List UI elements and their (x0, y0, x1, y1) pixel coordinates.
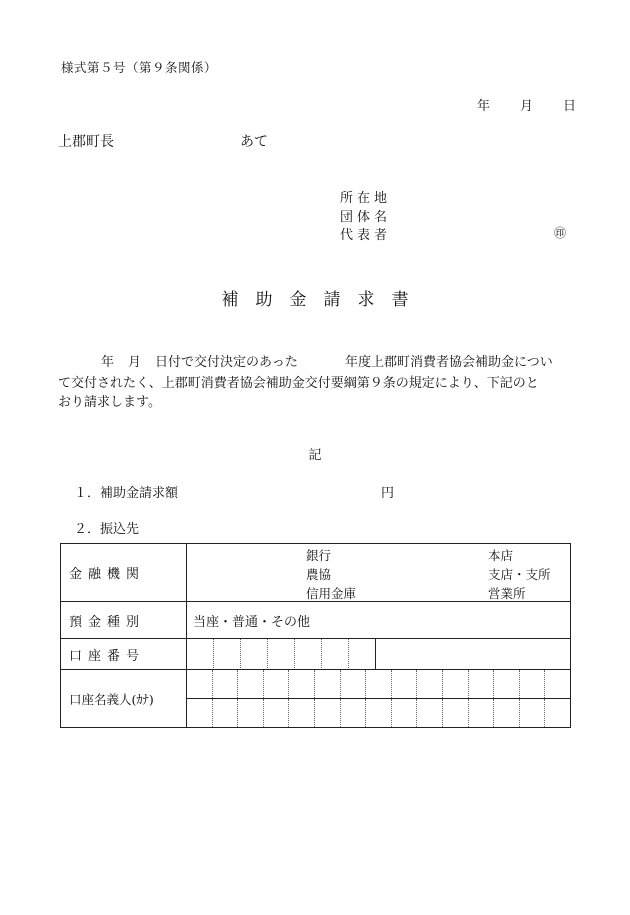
deposit-value[interactable]: 当座・普通・その他 (187, 602, 571, 639)
fi-label: 金融機関 (61, 544, 187, 602)
holder-char-box[interactable] (187, 699, 213, 727)
branch-type-office: 営業所 (488, 586, 526, 601)
holder-grid-row-1 (187, 670, 570, 698)
holder-char-box[interactable] (417, 699, 443, 727)
holder-char-box[interactable] (315, 699, 341, 727)
addressee-suffix: あて (240, 134, 268, 150)
applicant-address-label: 所在地 (340, 191, 392, 206)
holder-char-box[interactable] (187, 670, 213, 698)
holder-char-box[interactable] (392, 670, 418, 698)
holder-char-box[interactable] (366, 670, 392, 698)
holder-row (61, 670, 571, 728)
holder-grid-cell[interactable] (187, 670, 571, 728)
addressee-name: 上郡町長 (58, 134, 114, 150)
seal-mark: ㊞ (554, 226, 567, 240)
applicant-group-label: 団体名 (340, 210, 392, 225)
body-month-mark: 月 (128, 355, 142, 370)
account-digit-box[interactable] (187, 639, 214, 668)
holder-char-box[interactable] (545, 699, 570, 727)
ki-heading: 記 (308, 448, 322, 463)
transfer-label: ２．振込先 (74, 522, 140, 537)
body-line1-rest: 年度上郡町消費者協会補助金につい (345, 355, 553, 370)
fi-row (61, 544, 571, 602)
holder-char-box[interactable] (417, 670, 443, 698)
account-digit-box[interactable] (349, 639, 375, 668)
holder-char-box[interactable] (264, 699, 290, 727)
date-month-label: 月 (520, 99, 534, 114)
fi-type-ja: 農協 (306, 567, 332, 582)
holder-char-box[interactable] (289, 670, 315, 698)
account-label: 口座番号 (61, 639, 187, 670)
account-digit-box[interactable] (241, 639, 268, 668)
amount-unit: 円 (381, 486, 395, 501)
account-blank-cell (376, 639, 571, 670)
branch-type-main: 本店 (488, 548, 514, 563)
deposit-label: 預金種別 (61, 602, 187, 639)
body-line1-part: 日付で交付決定のあった (155, 355, 298, 370)
amount-label: １．補助金請求額 (74, 486, 179, 501)
body-line2: て交付されたく、上郡町消費者協会補助金交付要綱第９条の規定により、下記のと (58, 376, 539, 391)
account-number-boxes[interactable] (187, 639, 376, 670)
holder-char-box[interactable] (520, 699, 546, 727)
form-number: 様式第５号（第９条関係） (61, 60, 218, 75)
holder-label: 口座名義人(ｶﾅ) (61, 670, 187, 728)
applicant-rep-label: 代表者 (340, 228, 392, 243)
deposit-row (61, 602, 571, 639)
account-digit-box[interactable] (214, 639, 241, 668)
holder-char-box[interactable] (238, 699, 264, 727)
date-year-label: 年 (477, 99, 491, 114)
holder-char-box[interactable] (443, 670, 469, 698)
account-digit-box[interactable] (295, 639, 322, 668)
holder-char-box[interactable] (469, 670, 495, 698)
body-line3: おり請求します。 (58, 395, 161, 410)
branch-type-branch: 支店・支所 (488, 567, 551, 582)
fi-type-bank: 銀行 (306, 548, 332, 563)
holder-char-box[interactable] (469, 699, 495, 727)
holder-char-box[interactable] (392, 699, 418, 727)
holder-char-box[interactable] (341, 699, 367, 727)
holder-char-box[interactable] (366, 699, 392, 727)
holder-char-box[interactable] (315, 670, 341, 698)
holder-char-box[interactable] (494, 699, 520, 727)
holder-char-box[interactable] (238, 670, 264, 698)
holder-char-box[interactable] (545, 670, 570, 698)
holder-char-box[interactable] (264, 670, 290, 698)
holder-char-box[interactable] (213, 670, 239, 698)
fi-type-shinkin: 信用金庫 (306, 586, 357, 601)
fi-value-cell[interactable] (187, 544, 571, 602)
document-title: 補助金請求書 (221, 290, 426, 310)
account-digit-box[interactable] (268, 639, 295, 668)
holder-char-box[interactable] (341, 670, 367, 698)
bank-table (60, 543, 571, 728)
body-year-mark: 年 (101, 355, 115, 370)
date-day-label: 日 (563, 99, 577, 114)
holder-char-box[interactable] (443, 699, 469, 727)
account-digit-box[interactable] (322, 639, 349, 668)
holder-grid-row-2 (187, 698, 570, 727)
holder-char-box[interactable] (520, 670, 546, 698)
account-row (61, 639, 571, 670)
holder-char-box[interactable] (494, 670, 520, 698)
holder-char-box[interactable] (213, 699, 239, 727)
holder-char-box[interactable] (289, 699, 315, 727)
